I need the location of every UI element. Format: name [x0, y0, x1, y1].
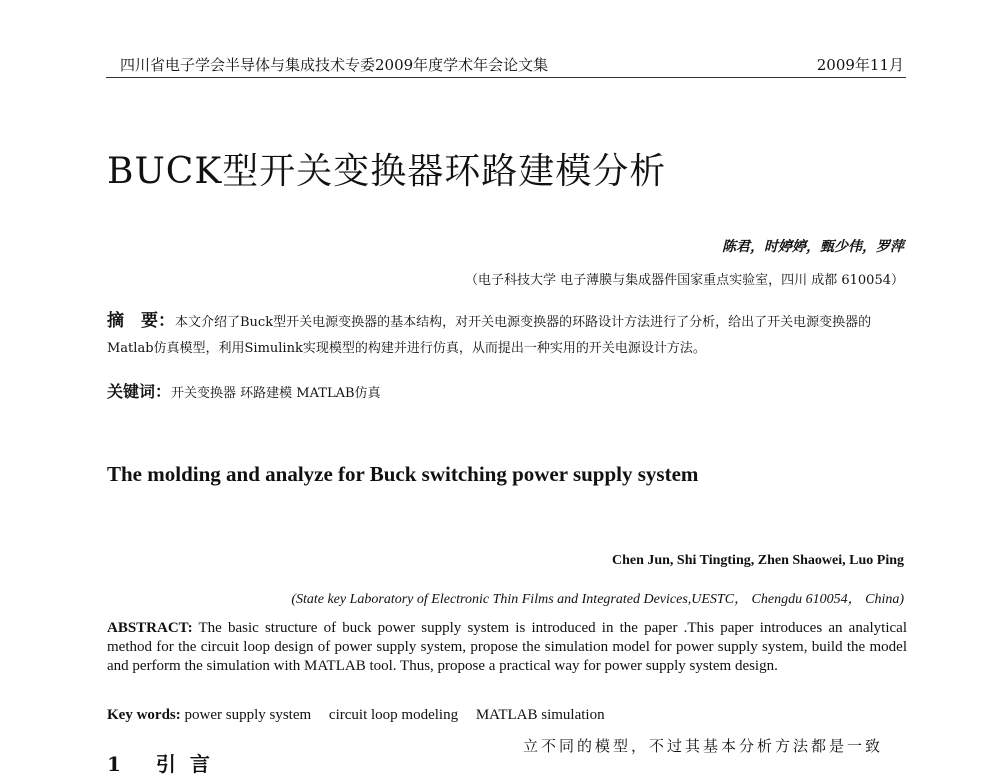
keywords-cn-text: 开关变换器 环路建模 MATLAB仿真	[171, 386, 381, 401]
paper-title-cn: BUCK型开关变换器环路建模分析	[107, 151, 667, 192]
affiliation-en: (State key Laboratory of Electronic Thin Films and Integrated Devices,UESTC， Chengdu 610054， China)	[291, 592, 904, 607]
abstract-en-label: ABSTRACT:	[107, 620, 193, 636]
keyword-item: circuit loop modeling	[328, 707, 459, 723]
affiliation-cn: （电子科技大学 电子薄膜与集成器件国家重点实验室，四川 成都 610054）	[464, 273, 904, 288]
section-heading-introduction: 1 引言	[107, 752, 224, 776]
abstract-cn-label: 摘 要：	[107, 311, 175, 331]
paper-title-en: The molding and analyze for Buck switching power supply system	[107, 462, 699, 486]
header-divider	[106, 77, 906, 78]
keyword-item: power supply system	[184, 707, 312, 723]
keyword-item: MATLAB simulation	[475, 707, 605, 723]
authors-cn: 陈君，时婷婷，甄少伟，罗萍	[722, 239, 904, 255]
running-header-title: 四川省电子学会半导体与集成技术专委2009年度学术年会论文集	[120, 56, 549, 74]
authors-en: Chen Jun, Shi Tingting, Zhen Shaowei, Luo Ping	[611, 553, 904, 568]
keywords-en	[107, 707, 605, 724]
abstract-en-text: The basic structure of buck power supply system is introduced in the paper .This paper introduces an analytical method for the circuit loop design of power supply system, propose the simulation model for power supply system, build the model and perform the simulation with MATLAB tool. Thus, propose a practical way for power supply system design.	[107, 620, 907, 674]
abstract-en	[107, 619, 907, 676]
keywords-en-label: Key words:	[107, 707, 181, 723]
body-text-continuation: 立不同的模型，不过其基本分析方法都是一致	[523, 737, 884, 755]
running-header-date: 2009年11月	[816, 56, 904, 74]
keywords-cn-label: 关键词：	[107, 382, 172, 401]
abstract-cn-text: 本文介绍了Buck型开关电源变换器的基本结构，对开关电源变换器的环路设计方法进行了分析，给出了开关电源变换器的Matlab仿真模型，利用Simulink实现模型的构建并进行仿真，从而提出一种实用的开关电源设计方法。	[107, 315, 872, 356]
abstract-cn	[107, 308, 907, 362]
keywords-cn	[107, 379, 381, 402]
